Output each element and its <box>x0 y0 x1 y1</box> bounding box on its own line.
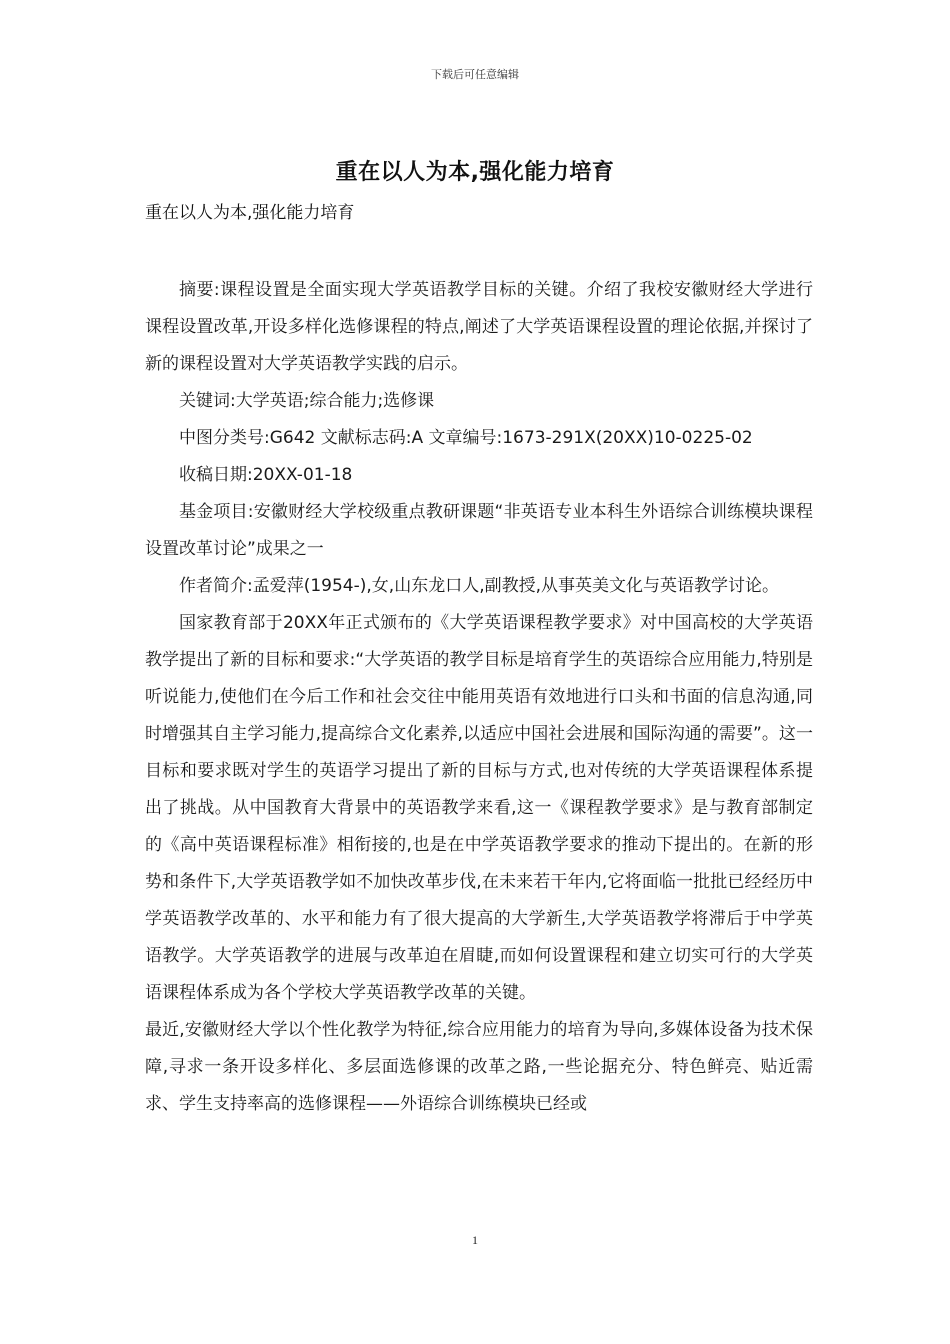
document-body <box>145 272 813 1123</box>
body-paragraph: 最近,安徽财经大学以个性化教学为特征,综合应用能力的培育为导向,多媒体设备为技术保障,寻求一条开设多样化、多层面选修课的改革之路,一些论据充分、特色鲜亮、贴近需求、学生支持率高的选修课程——外语综合训练模块已经或 <box>145 1020 813 1114</box>
document-subtitle: 重在以人为本,强化能力培育 <box>145 203 355 223</box>
abstract-paragraph: 摘要:课程设置是全面实现大学英语教学目标的关键。介绍了我校安徽财经大学进行课程设置改革,开设多样化选修课程的特点,阐述了大学英语课程设置的理论依据,并探讨了新的课程设置对大学英语教学实践的启示。 <box>145 280 813 374</box>
page-number: 1 <box>472 1233 478 1247</box>
fund-paragraph: 基金项目:安徽财经大学校级重点教研课题“非英语专业本科生外语综合训练模块课程设置改革讨论”成果之一 <box>145 502 813 559</box>
keywords-paragraph: 关键词:大学英语;综合能力;选修课 <box>179 391 435 411</box>
body-paragraph: 国家教育部于20XX年正式颁布的《大学英语课程教学要求》对中国高校的大学英语教学提出了新的目标和要求:“大学英语的教学目标是培育学生的英语综合应用能力,特别是听说能力,使他们在今后工作和社会交往中能用英语有效地进行口头和书面的信息沟通,同时增强其自主学习能力,提高综合文化素养,以适应中国社会进展和国际沟通的需要”。这一目标和要求既对学生的英语学习提出了新的目标与方式,也对传统的大学英语课程体系提出了挑战。从中国教育大背景中的英语教学来看,这一《课程教学要求》是与教育部制定的《高中英语课程标准》相衔接的,也是在中学英语教学要求的推动下提出的。在新的形势和条件下,大学英语教学如不加快改革步伐,在未来若干年内,它将面临一批批已经经历中学英语教学改革的、水平和能力有了很大提高的大学新生,大学英语教学将滞后于中学英语教学。大学英语教学的进展与改革迫在眉睫,而如何设置课程和建立切实可行的大学英语课程体系成为各个学校大学英语教学改革的关键。 <box>145 613 813 1003</box>
author-paragraph: 作者简介:孟爱萍(1954-),女,山东龙口人,副教授,从事英美文化与英语教学讨论。 <box>179 576 780 596</box>
received-date-paragraph: 收稿日期:20XX-01-18 <box>179 465 353 485</box>
classification-paragraph: 中图分类号:G642 文献标志码:A 文章编号:1673-291X(20XX)10-0225-02 <box>179 428 753 448</box>
header-note: 下载后可任意编辑 <box>431 68 519 81</box>
document-title: 重在以人为本,强化能力培育 <box>335 160 615 185</box>
